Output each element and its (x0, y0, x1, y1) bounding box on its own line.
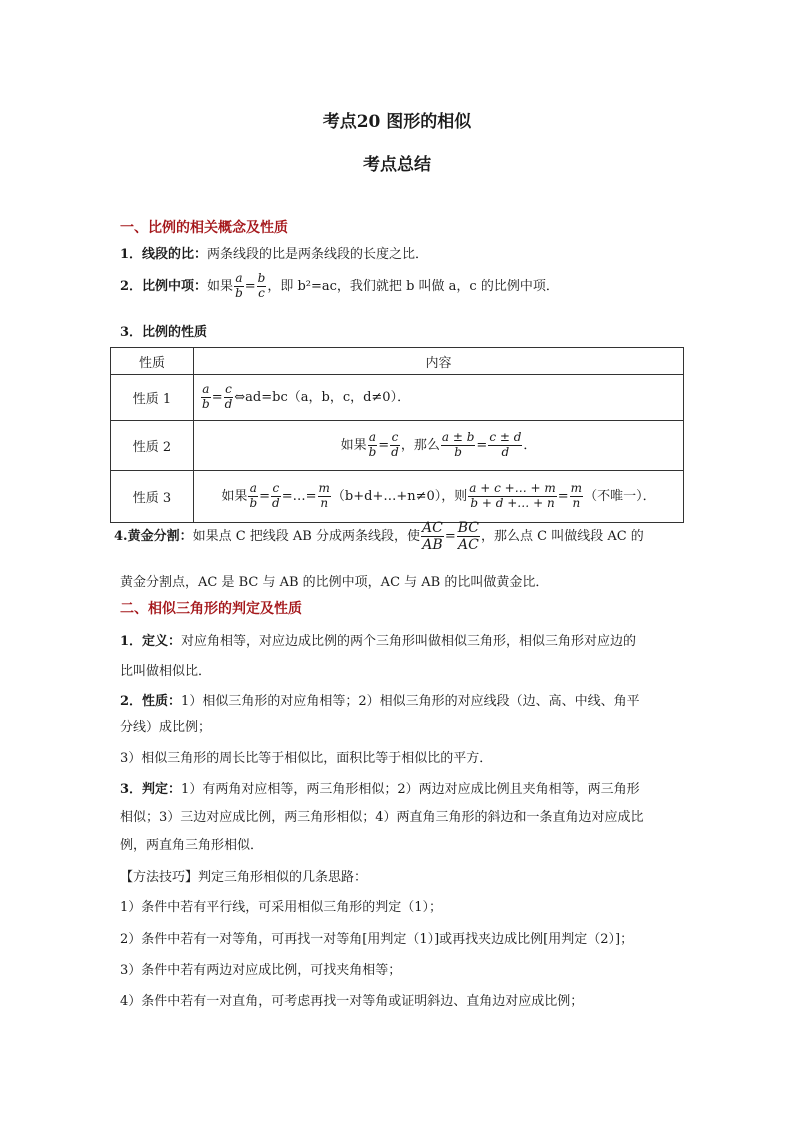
fraction (201, 383, 211, 412)
fraction (488, 431, 522, 460)
denominator: b (249, 496, 258, 510)
numerator: m (570, 481, 583, 496)
item-label: 1．定义： (120, 634, 182, 649)
numerator: m (318, 481, 330, 496)
text-mid: ，那么 (400, 438, 440, 453)
text-suffix: ，即 b²=ac，我们就把 b 叫做 a，c 的比例中项． (267, 278, 559, 294)
denominator: b (202, 397, 210, 411)
item-text: 如果点 C 把线段 AB 分成两条线段，使 (192, 529, 420, 545)
denominator: c (258, 285, 265, 300)
equals: = (557, 489, 569, 504)
numerator: c (272, 481, 280, 496)
denominator: d (272, 496, 280, 510)
row-text: ⇔ad=bc（a，b，c，d≠0）． (234, 390, 411, 405)
numerator: a ± b (441, 430, 475, 445)
list-item: 3）条件中若有两边对应成比例，可找夹角相等； (120, 963, 402, 978)
row-name: 性质 1 (111, 375, 194, 421)
denominator: b (235, 285, 243, 300)
definition-line: 比叫做相似比． (120, 664, 212, 679)
ellipsis: =…= (281, 489, 317, 504)
fraction (457, 520, 480, 553)
judgment-line (120, 778, 640, 797)
property-line: 分线）成比例； (120, 720, 212, 735)
table-header: 性质 (111, 348, 194, 375)
denominator: b (454, 445, 462, 459)
item-label: 3．判定： (120, 782, 182, 797)
item-proportion-properties: 3．比例的性质 (120, 325, 208, 340)
page-title: 考点20 图形的相似 (322, 112, 472, 132)
denominator: d (391, 445, 399, 459)
equals: = (378, 438, 390, 453)
golden-section-continued: 黄金分割点，AC 是 BC 与 AB 的比例中项，AC 与 AB 的比叫做黄金比． (120, 575, 549, 590)
denominator: b + d +… + n (470, 496, 555, 510)
fraction (257, 272, 267, 301)
definition-line (120, 630, 636, 649)
table-row (111, 471, 684, 523)
fraction (318, 482, 331, 511)
denominator: d (501, 445, 510, 459)
item-label: 2．比例中项： (120, 278, 208, 294)
fraction (248, 482, 258, 511)
denominator: AC (457, 537, 479, 554)
row-content (194, 471, 684, 523)
tips-title: 【方法技巧】判定三角形相似的几条思路： (120, 870, 368, 885)
row-name: 性质 3 (111, 471, 194, 523)
fraction (468, 482, 557, 511)
denominator: AB (422, 537, 443, 554)
table-header-row (111, 348, 684, 375)
numerator: a (202, 382, 210, 397)
numerator: c ± d (489, 430, 522, 445)
judgment-line: 例，两直角三角形相似． (120, 838, 264, 853)
equals: = (259, 489, 271, 504)
numerator: a (235, 271, 243, 285)
item-text: 两条线段的比是两条线段的长度之比． (207, 247, 429, 262)
row-content (194, 375, 684, 421)
item-text: 对应角相等，对应边成比例的两个三角形叫做相似三角形，相似三角形对应边的 (181, 634, 637, 649)
numerator: b (257, 271, 266, 285)
item-label: 4.黄金分割： (114, 529, 193, 545)
denominator: d (224, 397, 233, 411)
equals: = (476, 438, 488, 453)
item-golden-section (114, 520, 644, 553)
denominator: n (320, 496, 329, 510)
numerator: a + c +… + m (469, 481, 556, 496)
numerator: BC (457, 520, 479, 536)
item-text: 1）有两角对应相等，两三角形相似；2）两边对应成比例且夹角相等，两三角形 (181, 782, 640, 797)
property-line: 3）相似三角形的周长比等于相似比，面积比等于相似比的平方． (120, 751, 493, 766)
text-prefix: 如果 (340, 438, 367, 453)
equals: = (211, 390, 223, 405)
text-suffix: ． (523, 438, 537, 453)
denominator: b (368, 445, 377, 459)
text-prefix: 如果 (221, 489, 248, 504)
fraction (570, 482, 583, 511)
text-prefix: 如果 (207, 278, 234, 294)
item-text: ，那么点 C 叫做线段 AC 的 (481, 529, 644, 545)
judgment-line: 相似；3）三边对应成比例，两三角形相似；4）两直角三角形的斜边和一条直角边对应成比 (120, 810, 644, 825)
numerator: a (368, 430, 376, 445)
fraction (421, 520, 444, 553)
fraction (224, 383, 234, 412)
property-line (120, 690, 640, 709)
table-row (111, 375, 684, 421)
properties-table (110, 347, 684, 523)
numerator: AC (422, 520, 443, 536)
item-segment-ratio (120, 243, 428, 262)
fraction (271, 482, 281, 511)
equals: = (244, 278, 256, 294)
list-item: 1）条件中若有平行线，可采用相似三角形的判定（1）； (120, 900, 443, 915)
item-text: 1）相似三角形的对应角相等；2）相似三角形的对应线段（边、高、中线、角平 (181, 694, 640, 709)
list-item: 2）条件中若有一对等角，可再找一对等角[用判定（1）]或再找夹边成比例[用判定（2）]； (120, 932, 634, 947)
item-label: 1．线段的比： (120, 247, 208, 262)
row-name: 性质 2 (111, 421, 194, 471)
item-mean-proportional (120, 272, 559, 301)
denominator: n (572, 496, 581, 510)
numerator: a (249, 481, 257, 496)
text-suffix: （不唯一）． (584, 489, 656, 504)
item-label: 2．性质： (120, 694, 182, 709)
fraction (234, 272, 244, 301)
equals: = (444, 529, 456, 545)
fraction (390, 431, 400, 460)
fraction (441, 431, 476, 460)
condition: （b+d+…+n≠0），则 (331, 489, 468, 504)
numerator: c (225, 382, 232, 397)
section2-heading: 二、相似三角形的判定及性质 (120, 601, 302, 617)
table-row (111, 421, 684, 471)
fraction (368, 431, 378, 460)
table-header: 内容 (194, 348, 684, 375)
list-item: 4）条件中若有一对直角，可考虑再找一对等角或证明斜边、直角边对应成比例； (120, 994, 584, 1009)
page-subtitle: 考点总结 (363, 155, 431, 175)
row-content (194, 421, 684, 471)
section1-heading: 一、比例的相关概念及性质 (120, 220, 288, 236)
numerator: c (391, 430, 399, 445)
